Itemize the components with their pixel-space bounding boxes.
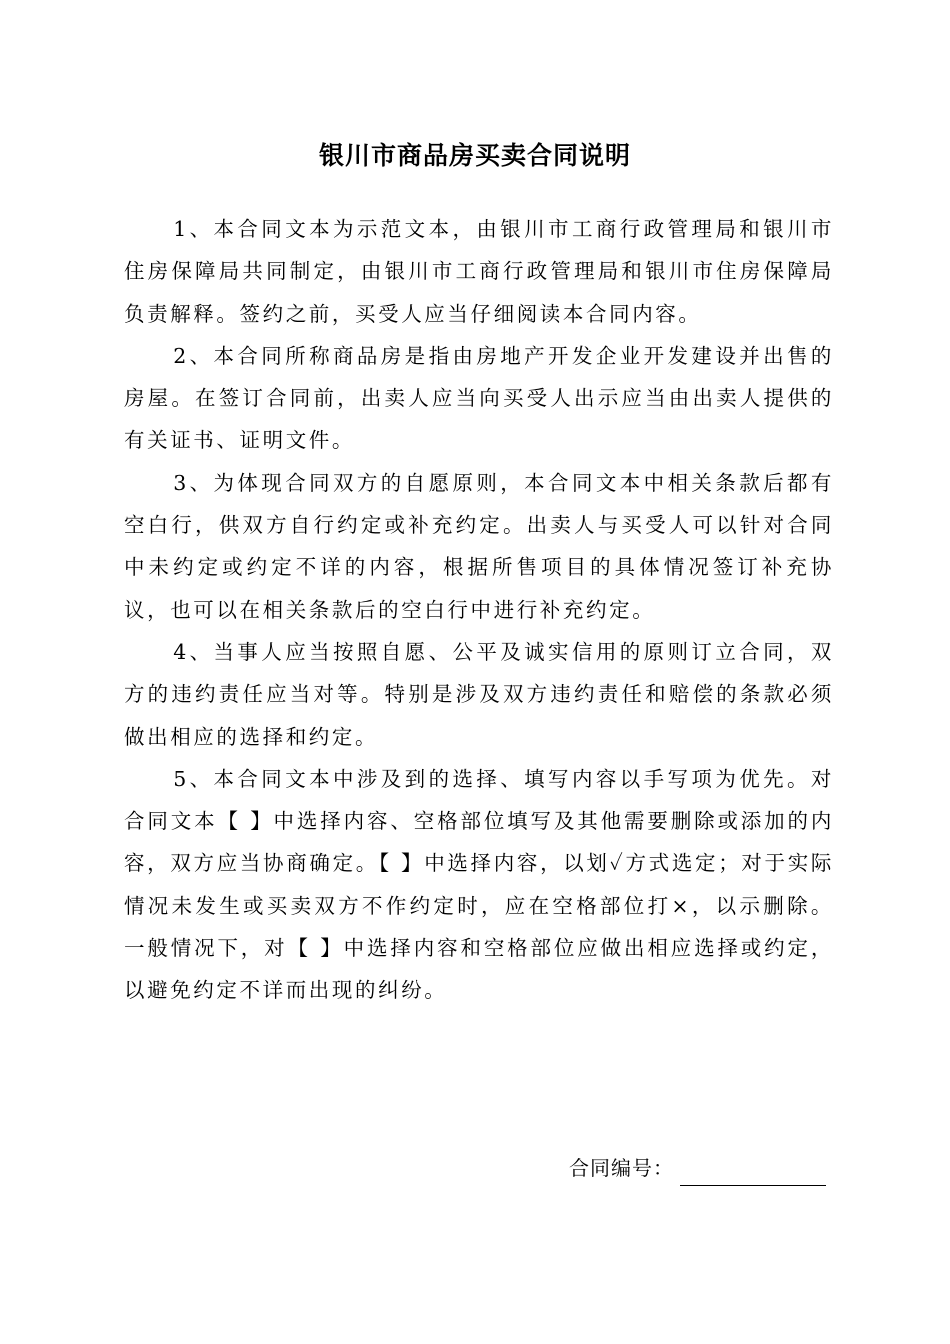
paragraph-5: 5、本合同文本中涉及到的选择、填写内容以手写项为优先。对合同文本【 】中选择内容、空格部位填写及其他需要删除或添加的内容，双方应当协商确定。【 】中选择内容，以划✓方式选定；对于实际情况未发生或买卖双方不作约定时，应在空格部位打×，以示删除。一般情况下，对【 】中选择内容和空格部位应做出相应选择或约定，以避免约定不详而出现的纠纷。 bbox=[124, 766, 834, 1003]
paragraph-2: 2、本合同所称商品房是指由房地产开发企业开发建设并出售的房屋。在签订合同前，出卖人应当向买受人出示应当由出卖人提供的有关证书、证明文件。 bbox=[124, 343, 834, 453]
paragraph-4: 4、当事人应当按照自愿、公平及诚实信用的原则订立合同，双方的违约责任应当对等。特别是涉及双方违约责任和赔偿的条款必须做出相应的选择和约定。 bbox=[124, 639, 834, 749]
paragraph-1: 1、本合同文本为示范文本，由银川市工商行政管理局和银川市住房保障局共同制定，由银川市工商行政管理局和银川市住房保障局负责解释。签约之前，买受人应当仔细阅读本合同内容。 bbox=[124, 217, 834, 326]
contract-number-label: 合同编号： bbox=[569, 1156, 674, 1180]
contract-number-field bbox=[569, 1150, 826, 1186]
document-title: 银川市商品房买卖合同说明 bbox=[318, 141, 631, 170]
contract-number-blank[interactable] bbox=[680, 1159, 826, 1186]
document-body bbox=[124, 208, 834, 1012]
paragraph-3: 3、为体现合同双方的自愿原则，本合同文本中相关条款后都有空白行，供双方自行约定或补充约定。出卖人与买受人可以针对合同中未约定或约定不详的内容，根据所售项目的具体情况签订补充协议，也可以在相关条款后的空白行中进行补充约定。 bbox=[124, 470, 834, 622]
